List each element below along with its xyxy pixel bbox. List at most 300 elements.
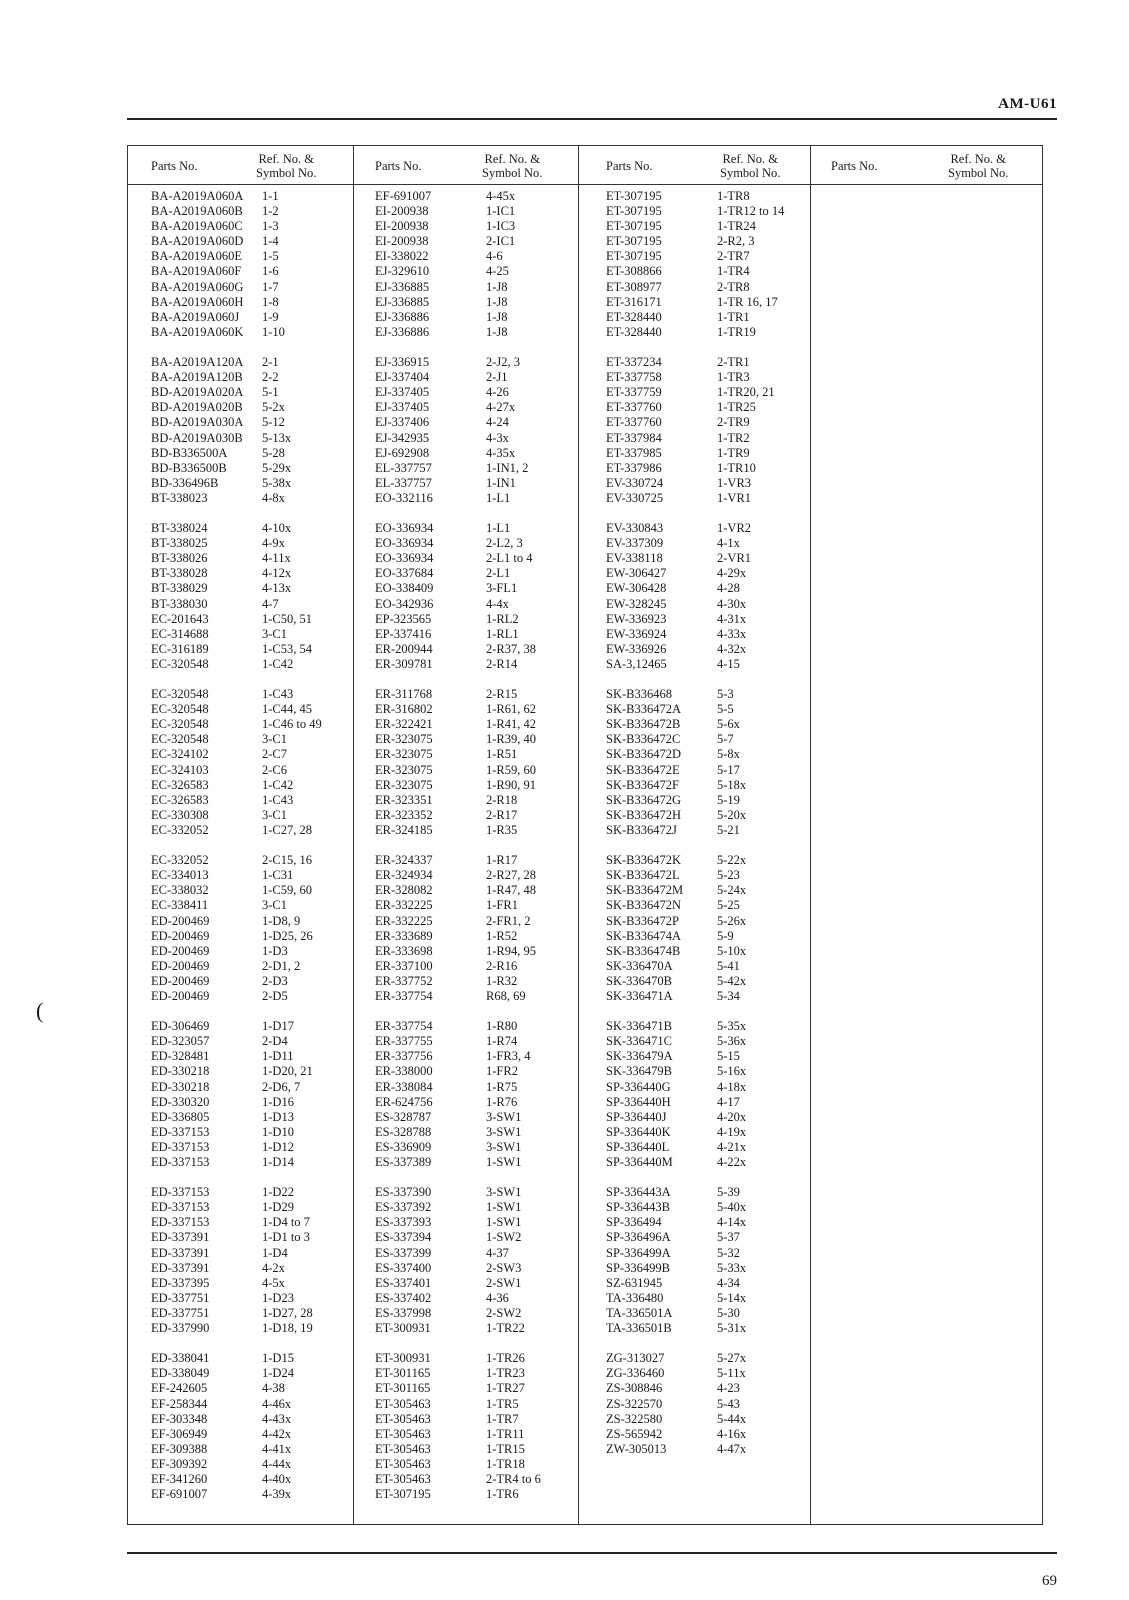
table-row: [151, 763, 322, 778]
parts-number: ER-338084: [375, 1079, 433, 1094]
ref-symbol-number: 1-3: [262, 219, 279, 234]
ref-symbol-number: 1-TR4: [717, 264, 750, 279]
table-row: [606, 1321, 784, 1336]
ref-symbol-number: 1-TR20, 21: [717, 385, 775, 400]
ref-symbol-number: 5-25: [717, 898, 740, 913]
parts-number: ZW-305013: [606, 1441, 667, 1456]
ref-symbol-number: 1-RL1: [486, 626, 519, 641]
ref-symbol-number: 5-29x: [262, 460, 292, 475]
table-row: [375, 929, 541, 944]
parts-number: EO-337684: [375, 566, 434, 581]
ref-symbol-number: 1-TR8: [717, 189, 750, 203]
table-row: [151, 581, 322, 596]
group-spacer: [151, 838, 322, 853]
parts-number: SP-336499A: [606, 1245, 671, 1260]
table-row: [606, 1246, 784, 1261]
parts-number: SK-B336472A: [606, 702, 682, 717]
parts-number: EW-336923: [606, 611, 667, 626]
table-row: [375, 385, 541, 400]
parts-number: SP-336440H: [606, 1094, 671, 1109]
table-row: [375, 687, 541, 702]
table-row: [606, 1034, 784, 1049]
table-row: [375, 974, 541, 989]
table-row: [151, 249, 322, 264]
parts-number: ET-337986: [606, 460, 662, 475]
ref-symbol-number: 1-IN1, 2: [486, 460, 529, 475]
table-row: [606, 627, 784, 642]
ref-symbol-number: 5-11x: [717, 1366, 746, 1381]
parts-number: EW-306428: [606, 581, 667, 596]
table-row: [151, 189, 322, 204]
ref-symbol-number: 4-30x: [717, 596, 747, 611]
ref-symbol-number: 3-C1: [262, 807, 287, 822]
ref-symbol-number: 1-L1: [486, 490, 511, 505]
table-row: [375, 1110, 541, 1125]
parts-number: TA-336501B: [606, 1321, 672, 1336]
group-spacer: [606, 340, 784, 355]
ref-symbol-number: 4-31x: [717, 611, 747, 626]
table-row: [375, 536, 541, 551]
parts-number: EV-330725: [606, 490, 664, 505]
ref-symbol-number: 1-D25, 26: [262, 928, 313, 943]
table-row: [375, 1019, 541, 1034]
ref-symbol-number: 1-R74: [486, 1034, 518, 1049]
parts-number: ES-337399: [375, 1245, 432, 1260]
table-row: [606, 1276, 784, 1291]
ref-symbol-number: 1-D20, 21: [262, 1064, 313, 1079]
parts-number: ES-337389: [375, 1155, 432, 1169]
ref-symbol-number: 1-SW2: [486, 1230, 522, 1245]
ref-symbol-number: 4-46x: [262, 1396, 292, 1411]
table-row: [151, 1064, 322, 1079]
parts-number: ED-337391: [151, 1245, 210, 1260]
table-row: [375, 1412, 541, 1427]
ref-symbol-number: 5-16x: [717, 1064, 747, 1079]
ref-symbol-number: 2-SW2: [486, 1305, 522, 1320]
table-row: [151, 491, 322, 506]
ref-symbol-number: 2-IC1: [486, 234, 516, 249]
table-row: [151, 219, 322, 234]
parts-number: BT-338023: [151, 490, 208, 505]
parts-number: EC-334013: [151, 868, 209, 883]
ref-symbol-number: 3-SW1: [486, 1185, 522, 1200]
table-row: [606, 491, 784, 506]
ref-symbol-number: 2-R14: [486, 656, 518, 671]
ref-symbol-number: 1-5: [262, 249, 279, 264]
parts-number: ES-337392: [375, 1200, 432, 1215]
ref-symbol-number: 4-12x: [262, 566, 292, 581]
table-row: [375, 476, 541, 491]
parts-number: EF-306949: [151, 1426, 208, 1441]
ref-symbol-number: 2-TR4 to 6: [486, 1471, 541, 1486]
parts-number: EC-316189: [151, 641, 209, 656]
ref-symbol-number: 4-38: [262, 1381, 285, 1396]
ref-symbol-number: 2-C6: [262, 762, 287, 777]
parts-number: ED-200469: [151, 928, 210, 943]
table-row: [151, 566, 322, 581]
ref-symbol-number: 1-R41, 42: [486, 717, 536, 732]
parts-number: BT-338026: [151, 551, 208, 566]
table-row: [606, 325, 784, 340]
ref-symbol-number: 5-39: [717, 1185, 740, 1200]
table-row: [151, 446, 322, 461]
group-spacer: [606, 1336, 784, 1351]
table-row: [375, 657, 541, 672]
ref-symbol-number: 1-TR11: [486, 1426, 525, 1441]
header-ref-line2: Symbol No.: [482, 166, 543, 180]
parts-number: ED-328481: [151, 1049, 210, 1064]
parts-number: ED-200469: [151, 973, 210, 988]
ref-symbol-number: 1-C43: [262, 687, 294, 702]
parts-number: SK-B336472D: [606, 747, 682, 762]
table-row: [151, 778, 322, 793]
table-row: [606, 929, 784, 944]
parts-number: ED-337391: [151, 1260, 210, 1275]
table-row: [606, 400, 784, 415]
parts-number: ER-332225: [375, 898, 433, 913]
parts-number: EF-309392: [151, 1456, 208, 1471]
ref-symbol-number: 2-TR9: [717, 415, 750, 430]
group-spacer: [606, 506, 784, 521]
column-divider: [353, 146, 354, 1524]
table-row: [606, 431, 784, 446]
table-row: [375, 1080, 541, 1095]
table-row: [606, 1381, 784, 1396]
ref-symbol-number: 4-7: [262, 596, 279, 611]
parts-number: EC-320548: [151, 687, 209, 702]
ref-symbol-number: 5-31x: [717, 1321, 747, 1336]
parts-number: ET-305463: [375, 1471, 431, 1486]
table-row: [606, 612, 784, 627]
table-row: [151, 612, 322, 627]
parts-number: ET-305463: [375, 1411, 431, 1426]
ref-symbol-number: 1-TR2: [717, 430, 750, 445]
ref-symbol-number: 4-28: [717, 581, 740, 596]
table-row: [375, 959, 541, 974]
table-row: [606, 989, 784, 1004]
ref-symbol-number: 1-C42: [262, 656, 294, 671]
table-row: [151, 1321, 322, 1336]
parts-number: ES-328787: [375, 1109, 432, 1124]
ref-symbol-number: 1-IN1: [486, 475, 516, 490]
parts-number: ET-328440: [606, 309, 662, 324]
table-row: [375, 1397, 541, 1412]
table-row: [375, 461, 541, 476]
ref-symbol-number: 4-5x: [262, 1275, 285, 1290]
parts-number: ET-301165: [375, 1381, 431, 1396]
parts-number: EJ-336915: [375, 355, 430, 370]
parts-number: SA-3,12465: [606, 656, 667, 671]
table-row: [151, 1412, 322, 1427]
ref-symbol-number: 5-20x: [717, 807, 747, 822]
ref-symbol-number: 4-22x: [717, 1155, 747, 1169]
ref-symbol-number: 1-C44, 45: [262, 702, 312, 717]
parts-number: ER-338000: [375, 1064, 433, 1079]
parts-number: ER-337755: [375, 1034, 433, 1049]
ref-symbol-number: 4-10x: [262, 521, 292, 536]
parts-number: EJ-336885: [375, 294, 430, 309]
parts-number: ED-306469: [151, 1019, 210, 1034]
parts-number: EC-320548: [151, 717, 209, 732]
table-row: [606, 521, 784, 536]
column-divider: [578, 146, 579, 1524]
table-row: [606, 461, 784, 476]
parts-number: EV-337309: [606, 536, 664, 551]
ref-symbol-number: 1-IC1: [486, 204, 516, 219]
table-row: [375, 612, 541, 627]
parts-number: SP-336440J: [606, 1109, 667, 1124]
parts-number: SP-336440G: [606, 1079, 671, 1094]
header-ref-no: [720, 152, 780, 180]
ref-symbol-number: 5-38x: [262, 475, 292, 490]
table-row: [375, 1200, 541, 1215]
ref-symbol-number: 1-R61, 62: [486, 702, 536, 717]
header-ref-line2: Symbol No.: [256, 166, 317, 180]
table-row: [606, 1019, 784, 1034]
ref-symbol-number: 5-30: [717, 1305, 740, 1320]
parts-number: ED-200469: [151, 913, 210, 928]
parts-number: EI-200938: [375, 204, 429, 219]
parts-number: SK-B336472M: [606, 883, 684, 898]
parts-number: ED-338049: [151, 1366, 210, 1381]
table-row: [606, 868, 784, 883]
parts-number: BA-A2019A060F: [151, 264, 242, 279]
parts-number: SP-336443A: [606, 1185, 671, 1200]
ref-symbol-number: 1-TR9: [717, 445, 750, 460]
ref-symbol-number: 2-2: [262, 370, 279, 385]
table-row: [375, 1064, 541, 1079]
table-row: [151, 1397, 322, 1412]
table-row: [375, 204, 541, 219]
parts-number: BT-338024: [151, 521, 208, 536]
ref-symbol-number: 3-SW1: [486, 1124, 522, 1139]
parts-number: BA-A2019A060H: [151, 294, 244, 309]
table-row: [375, 1230, 541, 1245]
parts-number: ER-323352: [375, 807, 433, 822]
parts-number: BA-A2019A060K: [151, 324, 244, 339]
ref-symbol-number: 4-32x: [717, 641, 747, 656]
table-row: [151, 1472, 322, 1487]
table-row: [151, 1140, 322, 1155]
ref-symbol-number: 5-27x: [717, 1351, 747, 1366]
table-row: [151, 1095, 322, 1110]
parts-number: ER-323351: [375, 792, 433, 807]
ref-symbol-number: 2-TR8: [717, 279, 750, 294]
ref-symbol-number: 1-D15: [262, 1351, 294, 1366]
ref-symbol-number: 1-IC3: [486, 219, 516, 234]
table-row: [606, 853, 784, 868]
group-spacer: [375, 838, 541, 853]
parts-number: EC-338032: [151, 883, 209, 898]
table-row: [606, 1155, 784, 1170]
ref-symbol-number: 1-C59, 60: [262, 883, 312, 898]
parts-number: EW-328245: [606, 596, 667, 611]
table-row: [375, 446, 541, 461]
parts-number: ES-337402: [375, 1290, 432, 1305]
table-row: [606, 1366, 784, 1381]
table-row: [606, 687, 784, 702]
ref-symbol-number: 4-27x: [486, 400, 516, 415]
parts-number: BT-338025: [151, 536, 208, 551]
parts-number: EF-303348: [151, 1411, 208, 1426]
parts-number: ET-305463: [375, 1396, 431, 1411]
ref-symbol-number: 5-43: [717, 1396, 740, 1411]
table-row: [151, 234, 322, 249]
ref-symbol-number: 4-24: [486, 415, 509, 430]
ref-symbol-number: 1-D11: [262, 1049, 294, 1064]
table-row: [375, 249, 541, 264]
ref-symbol-number: 1-D8, 9: [262, 913, 301, 928]
parts-number: ET-305463: [375, 1426, 431, 1441]
header-parts-no: Parts No.: [831, 159, 878, 173]
parts-number: SK-B336472H: [606, 807, 682, 822]
table-row: [375, 717, 541, 732]
table-row: [375, 702, 541, 717]
table-row: [375, 491, 541, 506]
table-row: [606, 642, 784, 657]
parts-number: EO-336934: [375, 521, 434, 536]
ref-symbol-number: 2-L1: [486, 566, 511, 581]
table-row: [606, 1261, 784, 1276]
table-row: [606, 597, 784, 612]
ref-symbol-number: 2-C7: [262, 747, 287, 762]
table-row: [151, 536, 322, 551]
ref-symbol-number: 1-TR18: [486, 1456, 525, 1471]
table-row: [151, 914, 322, 929]
parts-number: TA-336501A: [606, 1305, 673, 1320]
parts-number: BT-338030: [151, 596, 208, 611]
ref-symbol-number: 1-6: [262, 264, 279, 279]
header-parts-no: Parts No.: [375, 159, 422, 173]
table-row: [151, 204, 322, 219]
parts-number: ED-338041: [151, 1351, 210, 1366]
header-ref-line2: Symbol No.: [720, 166, 781, 180]
ref-symbol-number: 1-TR23: [486, 1366, 525, 1381]
table-row: [151, 929, 322, 944]
ref-symbol-number: 4-42x: [262, 1426, 292, 1441]
parts-number: EF-341260: [151, 1471, 208, 1486]
table-row: [375, 1291, 541, 1306]
table-row: [151, 747, 322, 762]
ref-symbol-number: 5-24x: [717, 883, 747, 898]
parts-number: ET-337760: [606, 415, 662, 430]
table-row: [375, 1215, 541, 1230]
parts-number: ET-337984: [606, 430, 662, 445]
ref-symbol-number: 1-R80: [486, 1019, 518, 1034]
ref-symbol-number: 5-3: [717, 687, 734, 702]
ref-symbol-number: 4-11x: [262, 551, 291, 566]
parts-number: SK-B336474B: [606, 943, 681, 958]
ref-symbol-number: 1-FR1: [486, 898, 518, 913]
group-spacer: [606, 1004, 784, 1019]
ref-symbol-number: 5-18x: [717, 777, 747, 792]
ref-symbol-number: 2-D4: [262, 1034, 288, 1049]
ref-symbol-number: 1-D24: [262, 1366, 294, 1381]
ref-symbol-number: 1-L1: [486, 521, 511, 536]
ref-symbol-number: 1-D4 to 7: [262, 1215, 310, 1230]
table-row: [151, 597, 322, 612]
table-row: [151, 944, 322, 959]
table-row: [606, 1291, 784, 1306]
table-row: [375, 763, 541, 778]
ref-symbol-number: 5-6x: [717, 717, 740, 732]
table-row: [151, 264, 322, 279]
table-row: [375, 1306, 541, 1321]
header-ref-line2: Symbol No.: [948, 166, 1009, 180]
table-row: [151, 476, 322, 491]
column-2-body: [375, 189, 541, 1517]
table-row: [606, 702, 784, 717]
parts-number: ED-200469: [151, 988, 210, 1003]
table-row: [606, 763, 784, 778]
ref-symbol-number: 5-40x: [717, 1200, 747, 1215]
parts-number: EF-309388: [151, 1441, 208, 1456]
ref-symbol-number: 4-35x: [486, 445, 516, 460]
table-row: [151, 355, 322, 370]
parts-number: ED-200469: [151, 943, 210, 958]
parts-number: SK-B336468: [606, 687, 672, 702]
table-row: [151, 370, 322, 385]
parts-number: EP-337416: [375, 626, 432, 641]
table-row: [606, 1049, 784, 1064]
parts-number: SK-336479B: [606, 1064, 672, 1079]
table-row: [375, 1381, 541, 1396]
ref-symbol-number: 1-8: [262, 294, 279, 309]
table-row: [606, 415, 784, 430]
ref-symbol-number: 5-17: [717, 762, 740, 777]
parts-number: ER-337754: [375, 1019, 433, 1034]
parts-number: ER-333689: [375, 928, 433, 943]
ref-symbol-number: 1-R52: [486, 928, 518, 943]
table-row: [151, 883, 322, 898]
ref-symbol-number: 1-D18, 19: [262, 1321, 313, 1336]
table-row: [151, 1366, 322, 1381]
table-row: [606, 1427, 784, 1442]
table-row: [151, 1215, 322, 1230]
ref-symbol-number: 1-10: [262, 324, 285, 339]
parts-number: ET-307195: [606, 204, 662, 219]
table-row: [375, 400, 541, 415]
ref-symbol-number: 2-J1: [486, 370, 508, 385]
ref-symbol-number: 2-J2, 3: [486, 355, 521, 370]
parts-number: ET-301165: [375, 1366, 431, 1381]
ref-symbol-number: 2-D1, 2: [262, 958, 301, 973]
table-row: [606, 808, 784, 823]
ref-symbol-number: 1-TR 16, 17: [717, 294, 778, 309]
parts-number: EL-337757: [375, 475, 432, 490]
ref-symbol-number: 1-J8: [486, 324, 508, 339]
parts-number: ET-308977: [606, 279, 662, 294]
table-row: [375, 1457, 541, 1472]
ref-symbol-number: 2-R2, 3: [717, 234, 755, 249]
parts-number: SZ-631945: [606, 1275, 663, 1290]
table-row: [375, 1276, 541, 1291]
ref-symbol-number: 2-1: [262, 355, 279, 370]
table-row: [375, 1321, 541, 1336]
parts-number: BT-338028: [151, 566, 208, 581]
header-parts-no: Parts No.: [606, 159, 653, 173]
table-row: [375, 1246, 541, 1261]
ref-symbol-number: 1-D3: [262, 943, 288, 958]
table-row: [606, 1306, 784, 1321]
ref-symbol-number: 2-SW1: [486, 1275, 522, 1290]
parts-table: [127, 145, 1043, 1525]
parts-number: SK-B336472E: [606, 762, 680, 777]
ref-symbol-number: 1-R35: [486, 822, 518, 837]
ref-symbol-number: 1-4: [262, 234, 279, 249]
parts-number: SK-B336472J: [606, 822, 677, 837]
table-row: [151, 1427, 322, 1442]
